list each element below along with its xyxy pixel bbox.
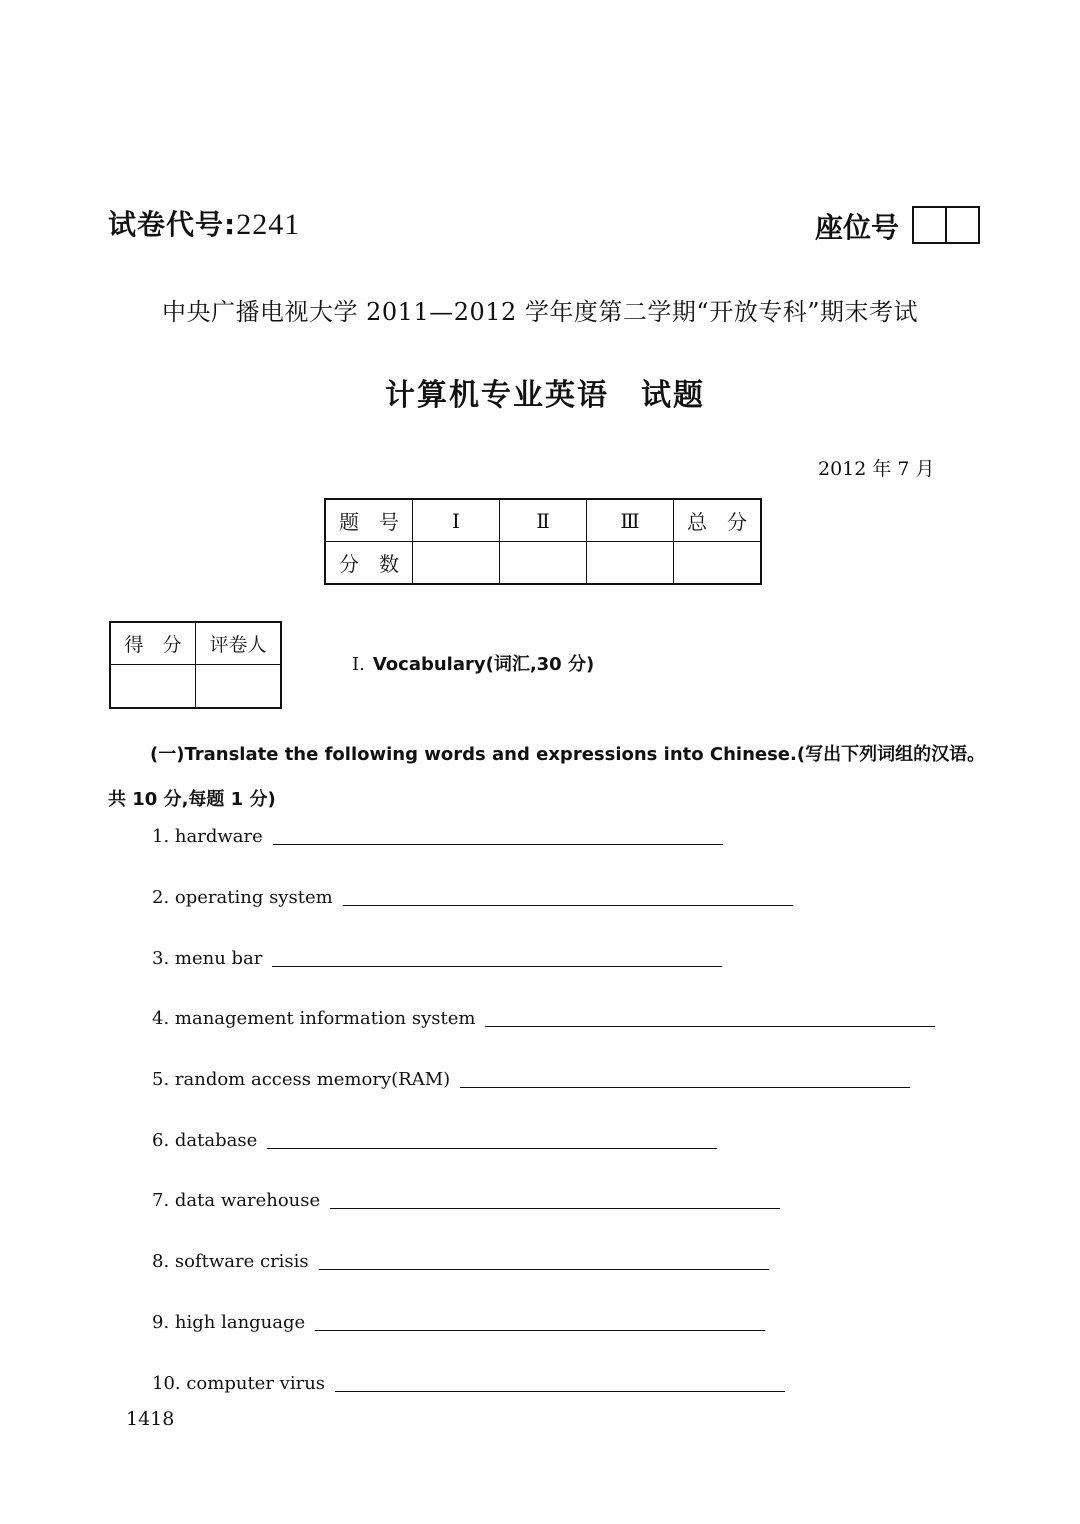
score-cell[interactable] bbox=[674, 542, 762, 585]
vocab-item bbox=[152, 1251, 769, 1272]
grader-header-row bbox=[110, 622, 281, 665]
score-row-label: 题 号 bbox=[325, 499, 413, 542]
seat-number-label: 座位号 bbox=[815, 211, 900, 244]
vocab-item bbox=[152, 1130, 717, 1151]
vocab-item bbox=[152, 1312, 765, 1333]
score-col-total: 总 分 bbox=[674, 499, 762, 542]
vocab-item bbox=[152, 948, 722, 969]
exam-code-label: 试卷代号: bbox=[108, 208, 237, 241]
score-cell[interactable] bbox=[587, 542, 674, 585]
vocab-term: 6. database bbox=[152, 1130, 258, 1151]
answer-blank[interactable] bbox=[273, 843, 723, 845]
vocab-term: 3. menu bar bbox=[152, 948, 263, 969]
grader-table bbox=[109, 621, 282, 709]
score-row-label: 分 数 bbox=[325, 542, 413, 585]
page-number: 1418 bbox=[126, 1408, 175, 1430]
vocab-item bbox=[152, 1069, 910, 1090]
grader-value-row bbox=[110, 665, 281, 709]
answer-blank[interactable] bbox=[460, 1086, 910, 1088]
score-cell[interactable] bbox=[500, 542, 587, 585]
answer-blank[interactable] bbox=[272, 965, 722, 967]
score-table-header-row bbox=[325, 499, 761, 542]
vocab-item bbox=[152, 826, 723, 847]
answer-blank[interactable] bbox=[267, 1147, 717, 1149]
answer-blank[interactable] bbox=[485, 1025, 935, 1027]
vocab-term: 10. computer virus bbox=[152, 1373, 326, 1394]
section-roman: Ⅰ. bbox=[352, 654, 365, 675]
vocab-term: 1. hardware bbox=[152, 826, 263, 847]
answer-blank[interactable] bbox=[335, 1390, 785, 1392]
vocab-item bbox=[152, 1190, 780, 1211]
vocab-term: 8. software crisis bbox=[152, 1251, 309, 1272]
vocab-term: 5. random access memory(RAM) bbox=[152, 1069, 451, 1090]
exam-code-number: 2241 bbox=[236, 208, 301, 241]
score-table bbox=[324, 498, 762, 585]
answer-blank[interactable] bbox=[315, 1329, 765, 1331]
seat-number-boxes[interactable] bbox=[912, 206, 980, 244]
score-col-1: Ⅰ bbox=[413, 499, 500, 542]
grader-score-cell[interactable] bbox=[110, 665, 196, 709]
answer-blank[interactable] bbox=[343, 904, 793, 906]
instructions-line-2: 共 10 分,每题 1 分) bbox=[108, 789, 276, 810]
school-exam-line: 中央广播电视大学 2011—2012 学年度第二学期“开放专科”期末考试 bbox=[162, 298, 918, 326]
answer-blank[interactable] bbox=[330, 1207, 780, 1209]
seat-box[interactable] bbox=[914, 208, 945, 242]
score-col-3: Ⅲ bbox=[587, 499, 674, 542]
score-cell[interactable] bbox=[413, 542, 500, 585]
grader-name-label: 评卷人 bbox=[196, 622, 282, 665]
instructions-line-1: (一)Translate the following words and expressions into Chinese.(写出下列词组的汉语。 bbox=[150, 744, 986, 765]
section-title: Vocabulary(词汇,30 分) bbox=[372, 654, 595, 675]
vocab-item bbox=[152, 1373, 785, 1394]
answer-blank[interactable] bbox=[319, 1268, 769, 1270]
vocab-item bbox=[152, 1008, 935, 1029]
vocab-term: 4. management information system bbox=[152, 1008, 476, 1029]
vocab-term: 7. data warehouse bbox=[152, 1190, 321, 1211]
page-title: 计算机专业英语 试题 bbox=[385, 378, 705, 413]
vocab-term: 2. operating system bbox=[152, 887, 333, 908]
score-col-2: Ⅱ bbox=[500, 499, 587, 542]
exam-code bbox=[108, 203, 300, 243]
grader-name-cell[interactable] bbox=[196, 665, 282, 709]
score-table-value-row bbox=[325, 542, 761, 585]
section-heading bbox=[352, 650, 594, 676]
exam-date: 2012 年 7 月 bbox=[818, 458, 935, 480]
vocab-item bbox=[152, 887, 793, 908]
seat-box[interactable] bbox=[945, 208, 978, 242]
vocab-term: 9. high language bbox=[152, 1312, 306, 1333]
grader-score-label: 得 分 bbox=[110, 622, 196, 665]
